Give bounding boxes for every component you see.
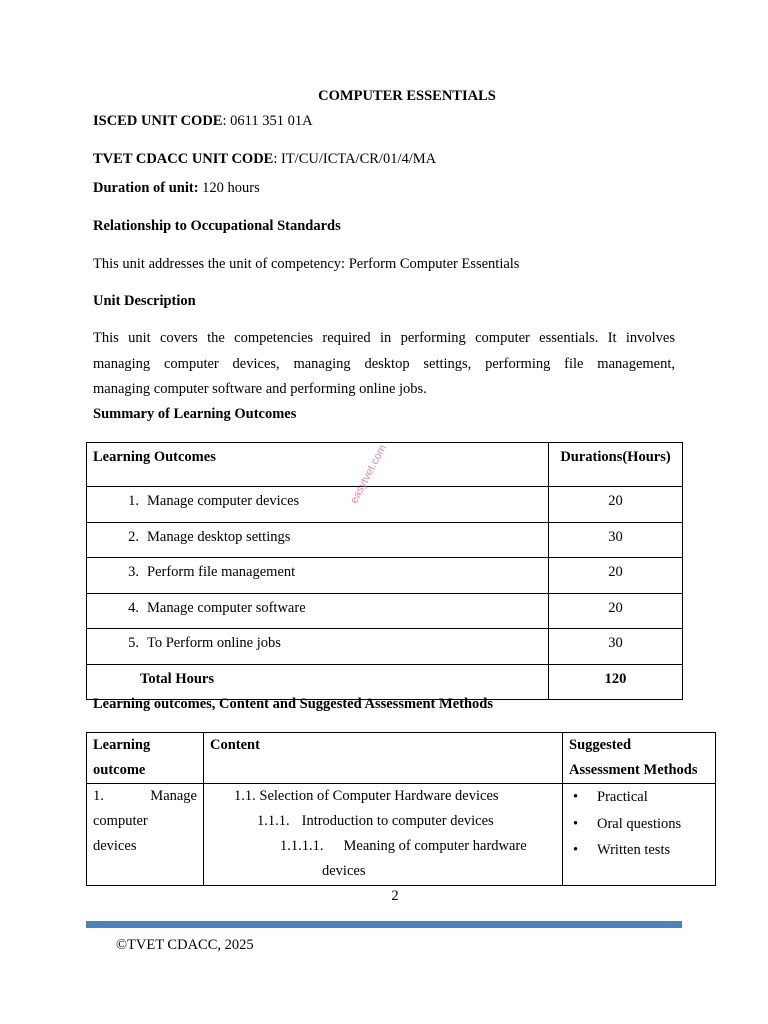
outcome-number: 5.: [128, 635, 139, 651]
summary-table: [86, 442, 683, 700]
total-label: Total Hours: [87, 664, 549, 700]
assessment-cell: [563, 784, 716, 886]
table-row: [87, 629, 683, 665]
list-item: • Oral questions: [589, 811, 709, 838]
header-durations: Durations(Hours): [549, 443, 683, 487]
outcome-word: Manage: [150, 788, 197, 804]
bullet-icon: •: [573, 842, 579, 858]
outcome-number: 4.: [128, 599, 139, 616]
outcome-line: devices: [93, 838, 137, 854]
watermark: easytvet.com: [348, 442, 390, 506]
content-item: 1.1.1.1. Meaning of computer hardware: [280, 838, 527, 854]
outcome-number: 1.: [93, 788, 104, 804]
outcome-label: Manage computer devices: [147, 493, 300, 509]
bullet-icon: •: [573, 789, 579, 805]
duration-value: 120 hours: [198, 180, 260, 196]
outcome-label: Manage computer software: [147, 599, 306, 616]
hours-cell: 30: [549, 522, 683, 558]
unit-description-heading: Unit Description: [93, 293, 196, 309]
table-row: [87, 558, 683, 594]
isced-value: : 0611 351 01A: [222, 113, 313, 129]
outcome-number: 3.: [128, 564, 139, 580]
total-value: 120: [549, 664, 683, 700]
relationship-heading: Relationship to Occupational Standards: [93, 218, 341, 234]
tvet-unit-code: [93, 151, 436, 168]
outcome-cell: [87, 558, 549, 594]
outcome-number: 2.: [128, 528, 139, 545]
content-section-heading: Learning outcomes, Content and Suggested Assessment Methods: [93, 696, 493, 712]
hours-cell: 20: [549, 593, 683, 629]
total-row: [87, 664, 683, 700]
list-item: • Written tests: [589, 837, 709, 864]
hours-cell: 30: [549, 629, 683, 665]
header-content: Content: [204, 733, 563, 784]
tvet-value: : IT/CU/ICTA/CR/01/4/MA: [273, 151, 437, 167]
outcome-cell: [87, 593, 549, 629]
hours-cell: 20: [549, 487, 683, 523]
description-line: This unit covers the competencies required in performing computer essentials. It involves: [93, 330, 675, 346]
description-line: managing computer software and performing online jobs.: [93, 381, 427, 397]
duration-label: Duration of unit:: [93, 180, 199, 196]
content-item: 1.1.1. Introduction to computer devices: [257, 813, 494, 829]
outcome-cell: [87, 487, 549, 523]
hours-cell: 20: [549, 558, 683, 594]
outcome-cell: [87, 629, 549, 665]
outcome-cell: [87, 784, 204, 886]
tvet-label: TVET CDACC UNIT CODE: [93, 151, 274, 167]
header-learning-outcome: Learning outcome: [87, 733, 204, 784]
summary-heading: Summary of Learning Outcomes: [93, 406, 297, 422]
unit-description-paragraph: [93, 326, 675, 403]
outcome-line: computer: [93, 813, 148, 829]
header-learning-outcomes: Learning Outcomes: [87, 443, 549, 487]
outcome-cell: [87, 522, 549, 558]
assessment-list: [569, 784, 709, 864]
outcome-label: Perform file management: [147, 564, 296, 580]
table-row: [87, 593, 683, 629]
content-item: devices: [322, 863, 366, 879]
bullet-icon: •: [573, 815, 579, 832]
content-cell: [204, 784, 563, 886]
content-table-header: [87, 733, 716, 784]
content-table: [86, 732, 716, 886]
isced-unit-code: [93, 113, 313, 130]
footer-bar: [86, 921, 682, 928]
table-row: [87, 522, 683, 558]
isced-label: ISCED UNIT CODE: [93, 113, 223, 129]
relationship-text: This unit addresses the unit of competency: Perform Computer Essentials: [93, 256, 520, 272]
list-item: • Practical: [589, 784, 709, 811]
content-row: [87, 784, 716, 886]
outcome-label: Manage desktop settings: [147, 528, 291, 545]
outcome-number: 1.: [128, 493, 139, 509]
unit-duration: [93, 180, 260, 197]
table-row: [87, 487, 683, 523]
content-item: 1.1. Selection of Computer Hardware devices: [234, 788, 499, 804]
page-title: COMPUTER ESSENTIALS: [318, 88, 496, 104]
page-number: 2: [391, 888, 399, 904]
description-line: managing computer devices, managing desktop settings, performing file management,: [93, 355, 675, 372]
outcome-label: To Perform online jobs: [147, 635, 281, 651]
header-assessment: Suggested Assessment Methods: [563, 733, 716, 784]
footer-copyright: ©TVET CDACC, 2025: [116, 937, 254, 953]
